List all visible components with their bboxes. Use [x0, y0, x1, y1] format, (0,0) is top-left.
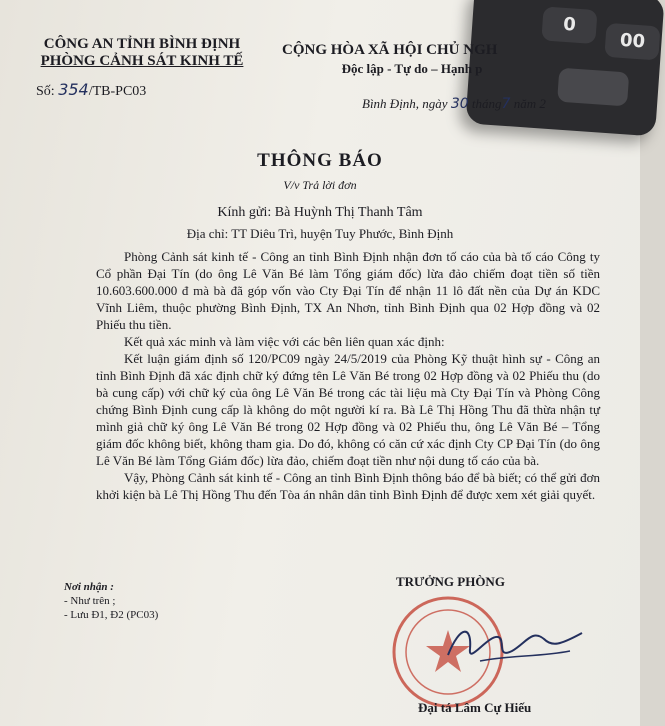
signer-name: Đại tá Lâm Cự Hiếu — [418, 700, 532, 715]
doc-number-suffix: /TB-PC03 — [88, 84, 147, 99]
handwritten-signature-icon — [440, 615, 590, 670]
recipient-line: Kính gửi: Bà Huỳnh Thị Thanh Tâm — [217, 205, 423, 220]
doc-number-prefix: Số: — [36, 84, 55, 99]
recipient-item: - Như trên ; — [64, 595, 116, 607]
republic-line: CỘNG HÒA XÃ HỘI CHỦ NGH — [282, 42, 498, 58]
subject-line: V/v Trả lời đơn — [283, 178, 357, 192]
place-day: 30 — [450, 96, 469, 112]
paragraph: Kết quả xác minh và làm việc với các bên liên quan xác định: — [124, 334, 445, 349]
place-date — [362, 96, 546, 112]
page-title: THÔNG BÁO — [257, 150, 383, 171]
body-text — [96, 248, 600, 503]
recipients-heading: Nơi nhận : — [64, 581, 114, 593]
agency-header — [22, 36, 262, 70]
place-month: 7 — [501, 96, 511, 112]
calculator-key-00: 00 — [604, 23, 660, 61]
calculator-key-0: 0 — [541, 6, 597, 44]
agency-line1: CÔNG AN TỈNH BÌNH ĐỊNH — [43, 36, 241, 52]
paragraph: Vậy, Phòng Cảnh sát kinh tế - Công an tỉnh Bình Định thông báo để bà biết; có thể gửi đơn khởi kiện bà Lê Thị Hồng Thu đến Tòa án nhân dân tỉnh Bình Định để được xem xét giải quyết. — [96, 470, 600, 502]
doc-number-value: 354 — [58, 80, 89, 99]
motto: Độc lập - Tự do – Hạnh p — [341, 61, 483, 76]
address-line: Địa chỉ: TT Diêu Trì, huyện Tuy Phước, Bình Định — [186, 226, 454, 241]
place-date-prefix: Bình Định, ngày — [362, 96, 448, 111]
place-month-word: tháng — [471, 96, 502, 111]
agency-line2: PHÒNG CẢNH SÁT KINH TẾ — [40, 53, 244, 69]
recipients-block — [64, 580, 158, 622]
place-year-word: năm 2 — [513, 96, 546, 111]
signature-title: TRƯỞNG PHÒNG — [396, 574, 505, 589]
document-number — [36, 80, 146, 100]
paragraph: Phòng Cảnh sát kinh tế - Công an tỉnh Bình Định nhận đơn tố cáo của bà tố cáo Công ty Cổ phần Đại Tín (do ông Lê Văn Bé làm Tổng giám đốc) lừa đảo chiếm đoạt tiền số tiền 10.603.600.000 đ mà bà đã góp vốn vào Cty Đại Tín để nhận 11 lô đất nền của Dự án KDC Vĩnh Liêm, thuộc phường Bình Định, TX An Nhơn, tỉnh Bình Định qua 02 Hợp đồng và 02 Phiếu thu tiền. — [96, 249, 600, 332]
recipient-item: - Lưu Đ1, Đ2 (PC03) — [64, 609, 159, 621]
republic-header — [282, 42, 582, 77]
paragraph: Kết luận giám định số 120/PC09 ngày 24/5/2019 của Phòng Kỹ thuật hình sự - Công an tỉnh Bình Định đã xác định chữ ký đứng tên Lê Văn Bé trong 02 Hợp đồng và 02 Phiếu thu (do bà cung cấp) với chữ ký của ông Lê Văn Bé trong các tài liệu mà Cty Đại Tín và Phòng Công chứng Bình Định cung cấp là không do một người kí ra. Bà Lê Thị Hồng Thu đã thừa nhận tự mình giả chữ ký ông Lê Văn Bé trong 02 Hợp đồng và 02 Phiếu thu, ông Lê Văn Bé – Tổng giám đốc không biết, không tham gia. Do đó, không có căn cứ xác định Cty CP Đại Tín (do ông Lê Văn Bé làm Tổng Giám đốc) lừa đảo, chiếm đoạt tiền như nội dung tố cáo của bà. — [96, 351, 600, 468]
